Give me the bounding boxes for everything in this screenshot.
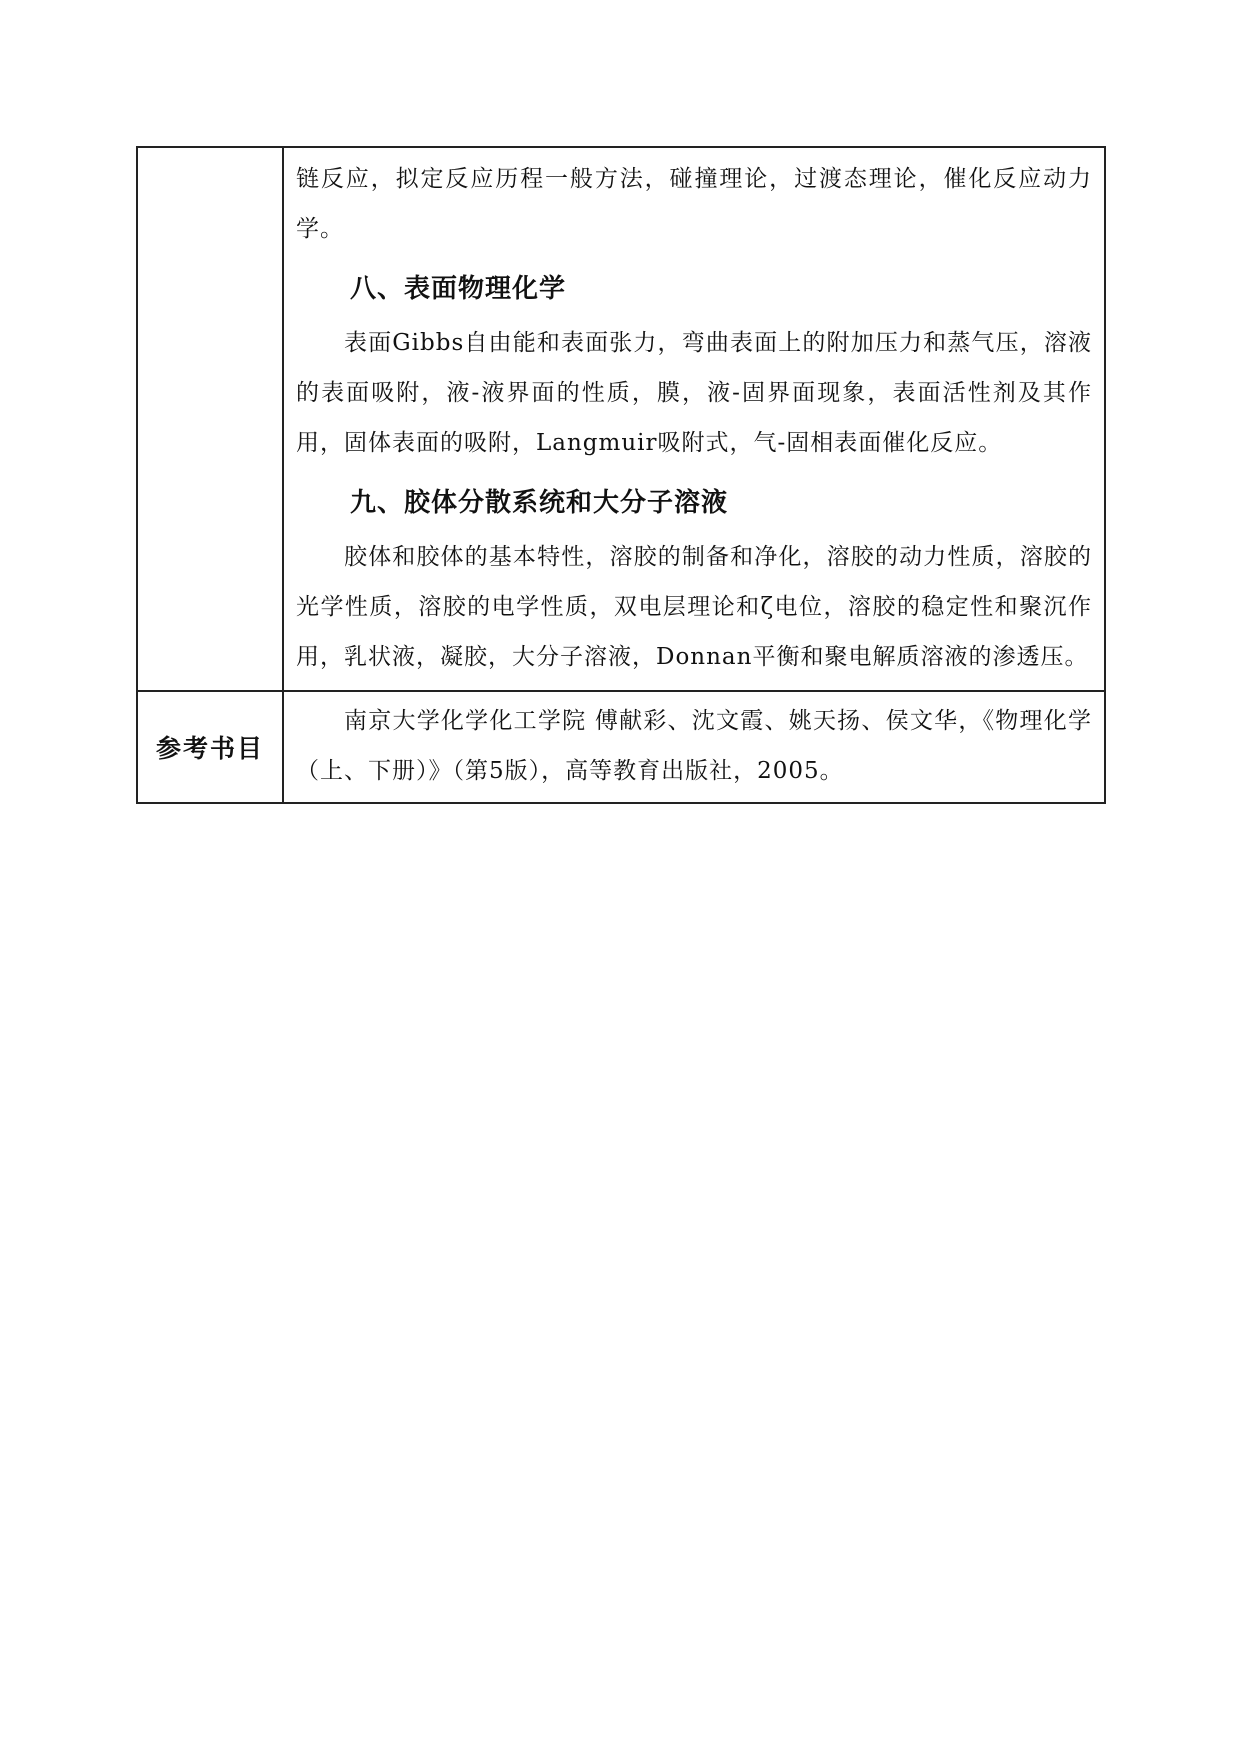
section-9-heading: 九、胶体分散系统和大分子溶液 (350, 488, 729, 518)
syllabus-table (136, 146, 1106, 804)
content-label-cell (137, 147, 283, 691)
continuation-paragraph: 链反应，拟定反应历程一般方法，碰撞理论，过渡态理论，催化反应动力学。 (296, 166, 1092, 242)
reference-text: 南京大学化学化工学院 傅献彩、沈文霞、姚天扬、侯文华，《物理化学（上、下册）》（第5版），高等教育出版社，2005。 (296, 708, 1092, 784)
section-8-body: 表面Gibbs自由能和表面张力，弯曲表面上的附加压力和蒸气压，溶液的表面吸附，液-液界面的性质，膜，液-固界面现象，表面活性剂及其作用，固体表面的吸附，Langmuir吸附式，气-固相表面催化反应。 (296, 330, 1092, 456)
reference-label: 参考书目 (137, 691, 283, 803)
reference-row (137, 691, 1105, 803)
content-cell (283, 147, 1105, 691)
reference-cell (283, 691, 1105, 803)
content-row (137, 147, 1105, 691)
section-8-heading: 八、表面物理化学 (350, 274, 567, 304)
section-9-body: 胶体和胶体的基本特性，溶胶的制备和净化，溶胶的动力性质，溶胶的光学性质，溶胶的电学性质，双电层理论和ζ电位，溶胶的稳定性和聚沉作用，乳状液，凝胶，大分子溶液，Donnan平衡和聚电解质溶液的渗透压。 (296, 544, 1092, 670)
